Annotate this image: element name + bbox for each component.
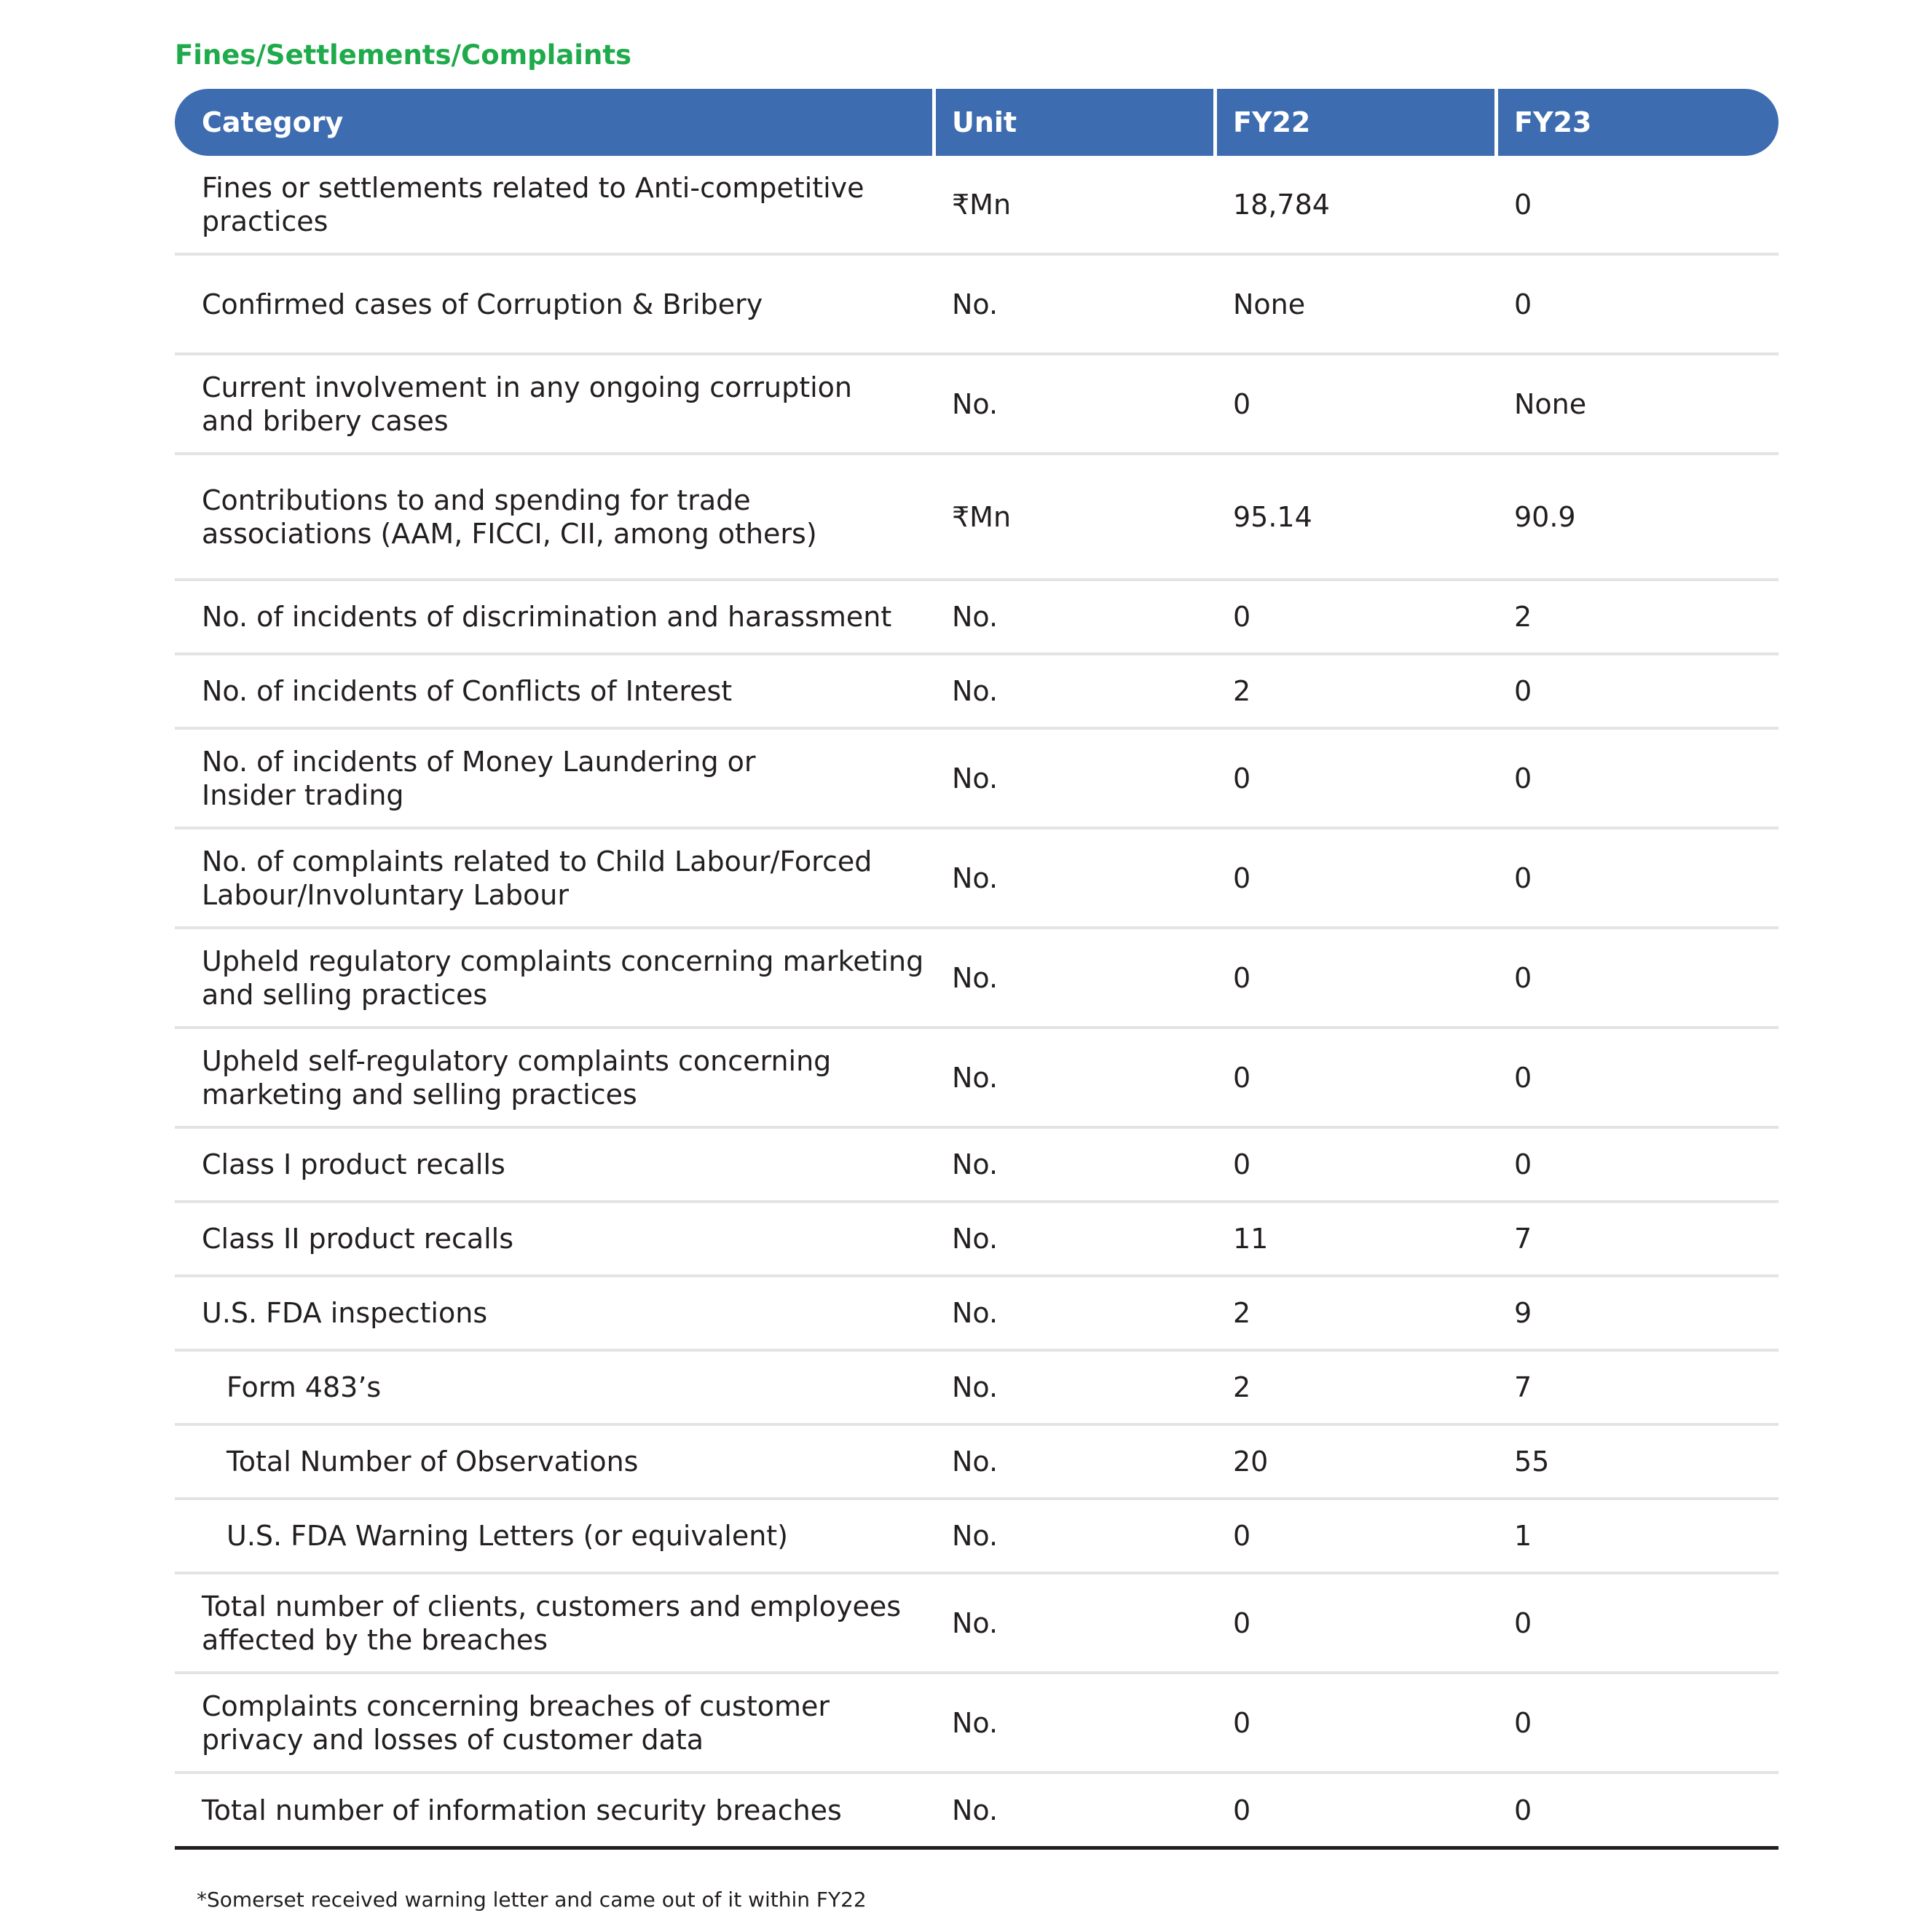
- cell-fy22: 2: [1233, 1297, 1251, 1329]
- cell-category: [175, 1044, 932, 1111]
- table-row: [175, 256, 1779, 355]
- table-row: [175, 829, 1779, 929]
- cell-category: [175, 1222, 932, 1255]
- cell-unit: No.: [952, 1148, 999, 1180]
- cell-fy23: 0: [1514, 861, 1532, 894]
- category-line: Insider trading: [202, 778, 404, 811]
- cell-fy22: 0: [1233, 861, 1251, 894]
- category-line: Current involvement in any ongoing corruption: [202, 371, 852, 403]
- category-line: practices: [202, 205, 328, 237]
- cell-category: [175, 484, 932, 551]
- category-line: Confirmed cases of Corruption & Bribery: [202, 288, 763, 320]
- cell-fy23: 0: [1514, 675, 1532, 707]
- category-line: Class II product recalls: [202, 1223, 514, 1255]
- cell-fy22: 0: [1233, 1794, 1251, 1826]
- cell-fy22: 0: [1233, 387, 1251, 420]
- cell-fy22: 20: [1233, 1446, 1269, 1478]
- cell-unit: No.: [952, 1061, 999, 1094]
- cell-category: [175, 845, 932, 912]
- cell-unit: ₹Mn: [952, 188, 1012, 221]
- table-row: [175, 1129, 1779, 1203]
- category-line: marketing and selling practices: [202, 1078, 637, 1111]
- section-title: Fines/Settlements/Complaints: [175, 39, 632, 71]
- cell-category: [175, 745, 932, 812]
- cell-fy22: 0: [1233, 601, 1251, 633]
- cell-category: [175, 1519, 932, 1553]
- cell-category: [175, 288, 932, 321]
- cell-fy22: 95.14: [1233, 500, 1312, 533]
- category-line: affected by the breaches: [202, 1623, 548, 1656]
- cell-fy23: 1: [1514, 1520, 1532, 1552]
- table-row: [175, 730, 1779, 829]
- cell-category: [175, 1689, 932, 1756]
- table-row: [175, 1426, 1779, 1500]
- cell-unit: No.: [952, 288, 999, 320]
- category-line: Upheld self-regulatory complaints concerning: [202, 1044, 832, 1077]
- cell-category: [175, 171, 932, 238]
- cell-fy22: 0: [1233, 1606, 1251, 1639]
- table-row: [175, 355, 1779, 455]
- cell-fy22: 11: [1233, 1223, 1269, 1255]
- cell-category: [175, 1371, 932, 1404]
- cell-fy23: 0: [1514, 1606, 1532, 1639]
- cell-fy23: 0: [1514, 961, 1532, 994]
- cell-unit: No.: [952, 387, 999, 420]
- cell-unit: No.: [952, 861, 999, 894]
- cell-unit: No.: [952, 1297, 999, 1329]
- cell-fy22: 0: [1233, 1520, 1251, 1552]
- category-line: Form 483’s: [227, 1371, 382, 1403]
- table-body: [175, 156, 1779, 1850]
- category-line: Labour/Involuntary Labour: [202, 878, 570, 911]
- table-row: [175, 929, 1779, 1029]
- category-line: Complaints concerning breaches of customer: [202, 1689, 830, 1722]
- category-line: Total number of information security breaches: [202, 1794, 842, 1826]
- table-row: [175, 581, 1779, 655]
- cell-category: [175, 945, 932, 1012]
- table-row: [175, 1203, 1779, 1277]
- table-row: [175, 455, 1779, 581]
- cell-fy23: 0: [1514, 188, 1532, 221]
- category-line: and bribery cases: [202, 404, 449, 437]
- table-row: [175, 156, 1779, 256]
- category-line: No. of incidents of Money Laundering or: [202, 745, 756, 778]
- table-row: [175, 1500, 1779, 1574]
- cell-fy22: 18,784: [1233, 188, 1330, 221]
- cell-unit: No.: [952, 1371, 999, 1403]
- cell-fy23: 2: [1514, 601, 1532, 633]
- cell-fy23: None: [1514, 387, 1587, 420]
- category-line: Total Number of Observations: [227, 1446, 639, 1478]
- cell-category: [175, 1590, 932, 1657]
- table-row: [175, 1674, 1779, 1774]
- category-line: U.S. FDA Warning Letters (or equivalent): [227, 1520, 789, 1552]
- cell-fy23: 0: [1514, 762, 1532, 795]
- table-row: [175, 655, 1779, 730]
- cell-fy23: 0: [1514, 1794, 1532, 1826]
- cell-category: [175, 1148, 932, 1181]
- cell-fy22: 0: [1233, 1706, 1251, 1739]
- table-row: [175, 1774, 1779, 1850]
- cell-unit: No.: [952, 1794, 999, 1826]
- category-line: Contributions to and spending for trade: [202, 484, 751, 516]
- cell-category: [175, 600, 932, 634]
- footnote: *Somerset received warning letter and came out of it within FY22: [197, 1888, 867, 1912]
- table-header: [175, 89, 1779, 156]
- category-line: Class I product recalls: [202, 1148, 505, 1180]
- category-line: associations (AAM, FICCI, CII, among others): [202, 517, 817, 550]
- cell-fy23: 0: [1514, 1148, 1532, 1180]
- cell-fy22: 0: [1233, 1061, 1251, 1094]
- cell-unit: No.: [952, 961, 999, 994]
- category-line: No. of incidents of discrimination and harassment: [202, 601, 892, 633]
- cell-fy23: 55: [1514, 1446, 1550, 1478]
- cell-unit: No.: [952, 762, 999, 795]
- cell-unit: No.: [952, 1446, 999, 1478]
- table-row: [175, 1574, 1779, 1674]
- cell-fy23: 90.9: [1514, 500, 1576, 533]
- cell-unit: No.: [952, 1223, 999, 1255]
- header-category: Category: [202, 106, 344, 138]
- cell-unit: No.: [952, 1606, 999, 1639]
- cell-category: [175, 1445, 932, 1478]
- cell-category: [175, 1296, 932, 1330]
- cell-unit: No.: [952, 675, 999, 707]
- cell-fy22: 0: [1233, 961, 1251, 994]
- cell-fy22: 0: [1233, 762, 1251, 795]
- category-line: privacy and losses of customer data: [202, 1723, 704, 1756]
- cell-fy23: 9: [1514, 1297, 1532, 1329]
- cell-unit: No.: [952, 601, 999, 633]
- cell-fy22: 2: [1233, 675, 1251, 707]
- category-line: No. of complaints related to Child Labour/Forced: [202, 845, 873, 878]
- category-line: No. of incidents of Conflicts of Interest: [202, 675, 733, 707]
- cell-category: [175, 371, 932, 438]
- cell-category: [175, 1794, 932, 1827]
- cell-fy22: 2: [1233, 1371, 1251, 1403]
- cell-unit: ₹Mn: [952, 500, 1012, 533]
- cell-fy22: None: [1233, 288, 1306, 320]
- category-line: Fines or settlements related to Anti-competitive: [202, 171, 864, 204]
- category-line: U.S. FDA inspections: [202, 1297, 488, 1329]
- category-line: and selling practices: [202, 978, 488, 1011]
- table-row: [175, 1277, 1779, 1352]
- category-line: Total number of clients, customers and employees: [202, 1590, 902, 1623]
- cell-fy23: 0: [1514, 288, 1532, 320]
- cell-category: [175, 674, 932, 708]
- cell-fy23: 7: [1514, 1223, 1532, 1255]
- cell-fy23: 7: [1514, 1371, 1532, 1403]
- cell-fy22: 0: [1233, 1148, 1251, 1180]
- table-row: [175, 1352, 1779, 1426]
- header-unit: Unit: [932, 89, 1213, 156]
- header-fy22: FY22: [1213, 89, 1494, 156]
- cell-unit: No.: [952, 1706, 999, 1739]
- category-line: Upheld regulatory complaints concerning marketing: [202, 945, 924, 977]
- cell-unit: No.: [952, 1520, 999, 1552]
- cell-fy23: 0: [1514, 1706, 1532, 1739]
- header-fy23: FY23: [1494, 89, 1779, 156]
- cell-fy23: 0: [1514, 1061, 1532, 1094]
- table-row: [175, 1029, 1779, 1129]
